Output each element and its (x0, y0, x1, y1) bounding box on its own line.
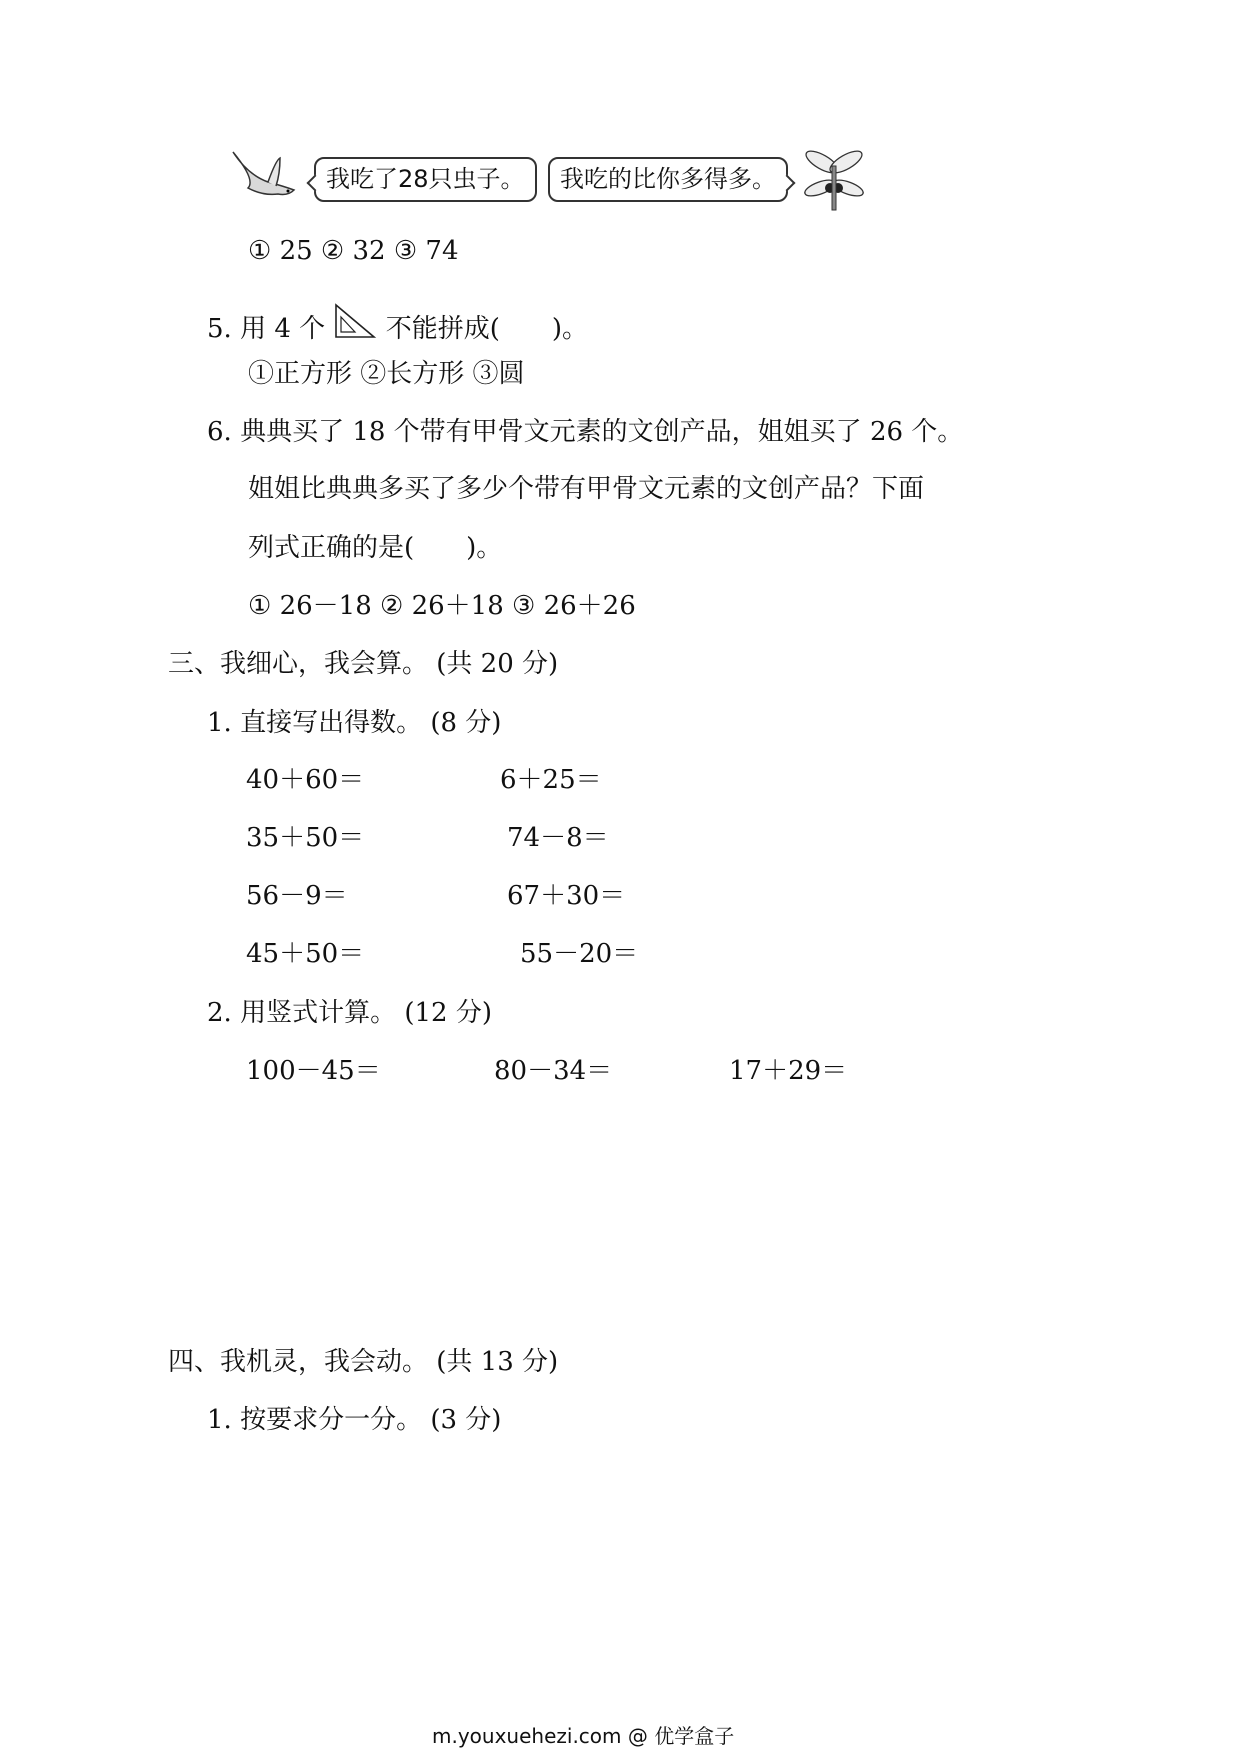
section4-q1-title: 1. 按要求分一分。 (3 分) (207, 1405, 502, 1435)
calc-item: 35＋50＝ (246, 823, 365, 853)
dragonfly-speech-bubble (548, 157, 788, 202)
q5-prefix: 5. 用 4 个 (207, 314, 326, 344)
q6-line1: 6. 典典买了 18 个带有甲骨文元素的文创产品，姐姐买了 26 个。 (207, 417, 964, 447)
swallow-icon (228, 150, 298, 205)
footer-watermark: m.youxuehezi.com @ 优学盒子 (432, 1724, 735, 1748)
q6-line3: 列式正确的是( )。 (248, 533, 503, 563)
calc-item: 40＋60＝ (246, 765, 365, 795)
q4-options: ① 25 ② 32 ③ 74 (248, 236, 459, 266)
calc-item: 67＋30＝ (507, 881, 626, 911)
bird-speech-bubble (314, 157, 537, 202)
calc-item: 55－20＝ (520, 939, 639, 969)
section3-title: 三、我细心，我会算。 (共 20 分) (168, 649, 559, 679)
dragonfly-speech-text: 我吃的比你多得多。 (560, 165, 776, 193)
q6-options: ① 26－18 ② 26＋18 ③ 26＋26 (248, 591, 636, 621)
section3-q1-title: 1. 直接写出得数。 (8 分) (207, 708, 502, 738)
calc-item: 56－9＝ (246, 881, 348, 911)
vertical-calc-item: 80－34＝ (494, 1056, 613, 1086)
section4-title: 四、我机灵，我会动。 (共 13 分) (168, 1347, 559, 1377)
calc-item: 74－8＝ (507, 823, 609, 853)
q5-line (207, 303, 588, 345)
vertical-calc-item: 100－45＝ (246, 1056, 381, 1086)
calc-item: 45＋50＝ (246, 939, 365, 969)
q5-options: ①正方形 ②长方形 ③圆 (248, 359, 525, 389)
triangle-ruler-icon (333, 303, 377, 341)
vertical-calc-item: 17＋29＝ (729, 1056, 848, 1086)
section3-q2-title: 2. 用竖式计算。 (12 分) (207, 998, 492, 1028)
bird-speech-text: 我吃了28只虫子。 (326, 165, 525, 193)
q6-line2: 姐姐比典典多买了多少个带有甲骨文元素的文创产品？下面 (248, 474, 925, 504)
calc-item: 6＋25＝ (500, 765, 602, 795)
dragonfly-icon (800, 148, 865, 213)
q5-suffix: 不能拼成( )。 (385, 314, 588, 344)
